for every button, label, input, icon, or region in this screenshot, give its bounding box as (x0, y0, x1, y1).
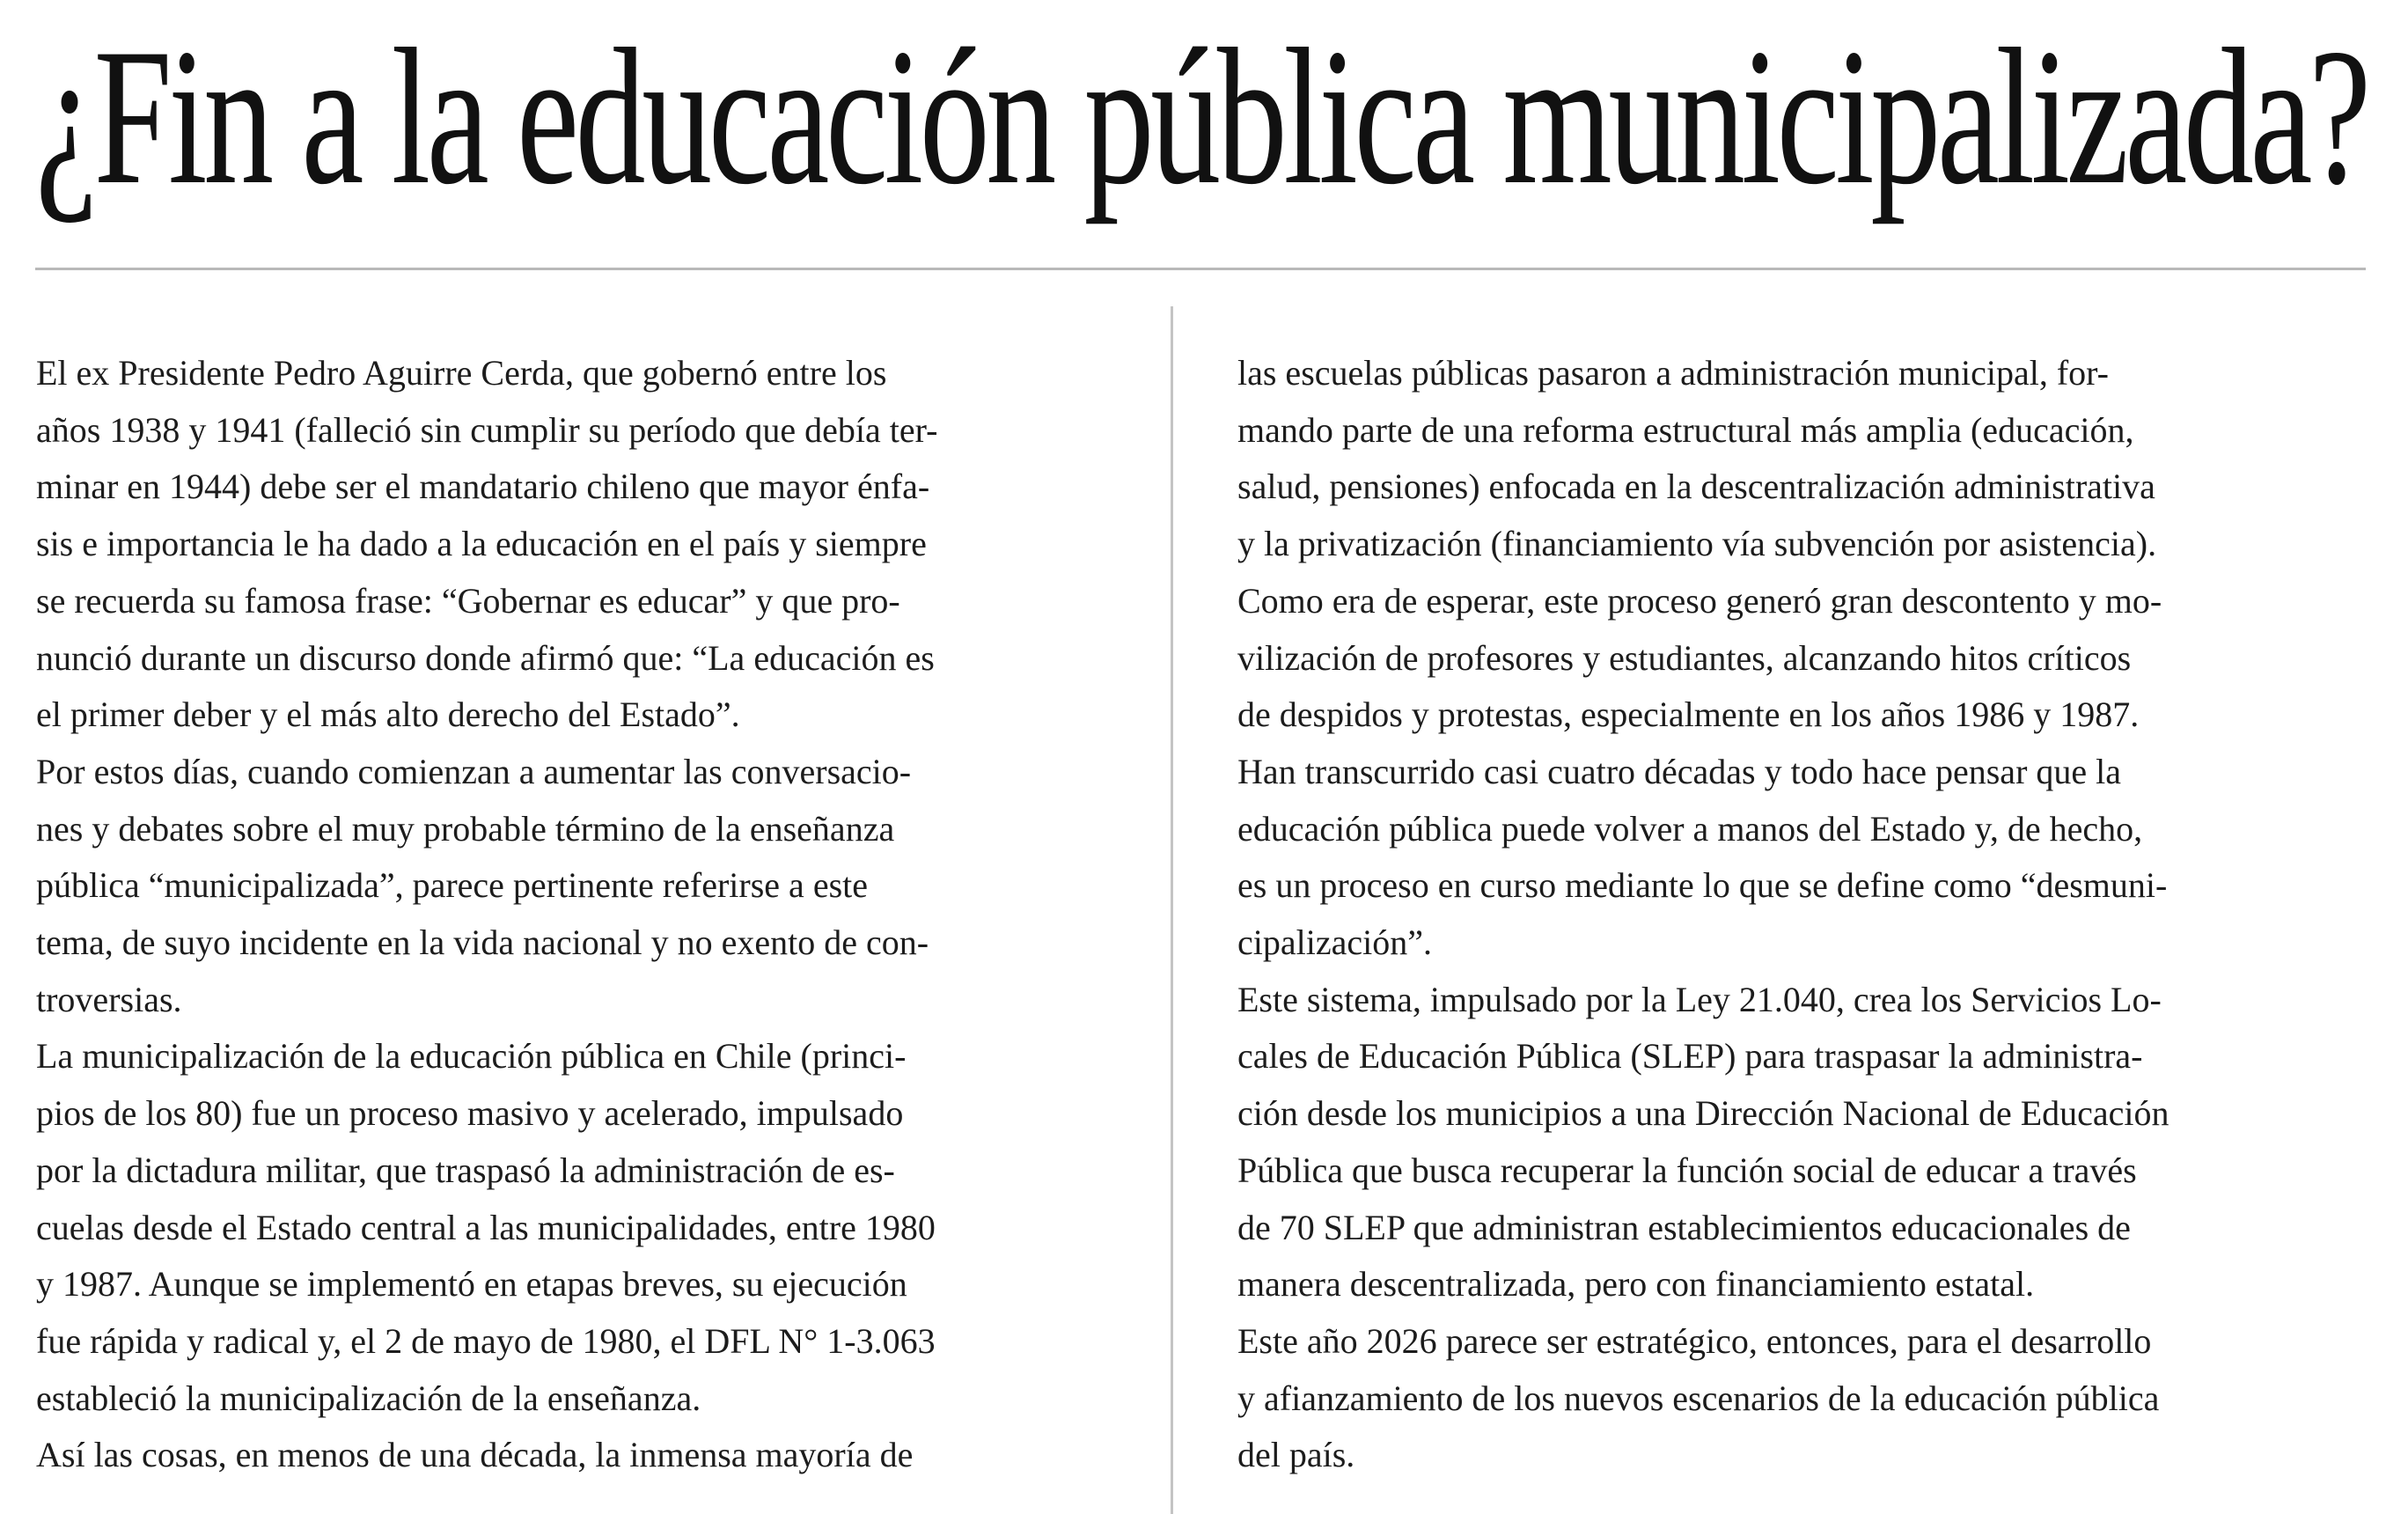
text-line: manera descentralizada, pero con financiamiento estatal. (1237, 1264, 2035, 1305)
text-line: Han transcurrido casi cuatro décadas y todo hace pensar que la (1237, 751, 2122, 791)
text-line: las escuelas públicas pasaron a administración municipal, for- (1237, 353, 2109, 393)
text-line: y 1987. Aunque se implementó en etapas breves, su ejecución (36, 1264, 907, 1305)
text-line: estableció la municipalización de la enseñanza. (36, 1378, 701, 1418)
text-line: pios de los 80) fue un proceso masivo y acelerado, impulsado (36, 1093, 904, 1134)
text-line: nes y debates sobre el muy probable término de la enseñanza (36, 808, 895, 849)
text-line: mando parte de una reforma estructural más amplia (educación, (1237, 409, 2134, 450)
text-line: es un proceso en curso mediante lo que se define como “desmuni- (1237, 865, 2168, 906)
text-line: Como era de esperar, este proceso generó gran descontento y mo- (1237, 580, 2162, 621)
text-line: ción desde los municipios a una Dirección Nacional de Educación (1237, 1093, 2169, 1134)
text-line: Este año 2026 parece ser estratégico, entonces, para el desarrollo (1237, 1320, 2152, 1361)
text-line: cipalización”. (1237, 922, 1432, 963)
text-line: cales de Educación Pública (SLEP) para traspasar la administra- (1237, 1036, 2143, 1077)
text-line: nunció durante un discurso donde afirmó que: “La educación es (36, 637, 935, 678)
text-line: cuelas desde el Estado central a las municipalidades, entre 1980 (36, 1207, 936, 1247)
text-line: salud, pensiones) enfocada en la descentralización administrativa (1237, 467, 2155, 507)
text-line: Pública que busca recuperar la función social de educar a través (1237, 1150, 2137, 1190)
text-line: Este sistema, impulsado por la Ley 21.040, crea los Servicios Lo- (1237, 979, 2162, 1019)
text-line: educación pública puede volver a manos del Estado y, de hecho, (1237, 808, 2143, 849)
text-line: El ex Presidente Pedro Aguirre Cerda, que gobernó entre los (36, 353, 887, 393)
right-column (1237, 345, 2373, 1484)
text-line: minar en 1944) debe ser el mandatario chileno que mayor énfa- (36, 467, 930, 507)
text-line: el primer deber y el más alto derecho del Estado”. (36, 695, 740, 735)
text-line: La municipalización de la educación pública en Chile (princi- (36, 1036, 907, 1077)
text-line: se recuerda su famosa frase: “Gobernar es educar” y que pro- (36, 580, 900, 621)
text-line: de 70 SLEP que administran establecimientos educacionales de (1237, 1207, 2131, 1247)
text-line: por la dictadura militar, que traspasó la administración de es- (36, 1150, 895, 1190)
headline-rule (35, 268, 2366, 270)
text-line: pública “municipalizada”, parece pertinente referirse a este (36, 865, 868, 906)
text-line: sis e importancia le ha dado a la educación en el país y siempre (36, 524, 927, 564)
text-line: años 1938 y 1941 (falleció sin cumplir su período que debía ter- (36, 409, 938, 450)
text-line: tema, de suyo incidente en la vida nacional y no exento de con- (36, 922, 929, 963)
text-line: de despidos y protestas, especialmente en los años 1986 y 1987. (1237, 695, 2140, 735)
text-line: Por estos días, cuando comienzan a aumentar las conversacio- (36, 751, 912, 791)
text-line: y la privatización (financiamiento vía subvención por asistencia). (1237, 524, 2157, 564)
text-line: vilización de profesores y estudiantes, alcanzando hitos críticos (1237, 637, 2132, 678)
column-divider (1171, 306, 1173, 1514)
left-column (36, 345, 1145, 1484)
headline: ¿Fin a la educación pública municipalizada? (35, 9, 2368, 225)
text-line: Así las cosas, en menos de una década, la inmensa mayoría de (36, 1435, 914, 1475)
text-line: y afianzamiento de los nuevos escenarios de la educación pública (1237, 1378, 2160, 1418)
text-line: fue rápida y radical y, el 2 de mayo de 1980, el DFL N° 1-3.063 (36, 1320, 936, 1361)
text-line: del país. (1237, 1435, 1355, 1475)
text-line: troversias. (36, 979, 182, 1019)
